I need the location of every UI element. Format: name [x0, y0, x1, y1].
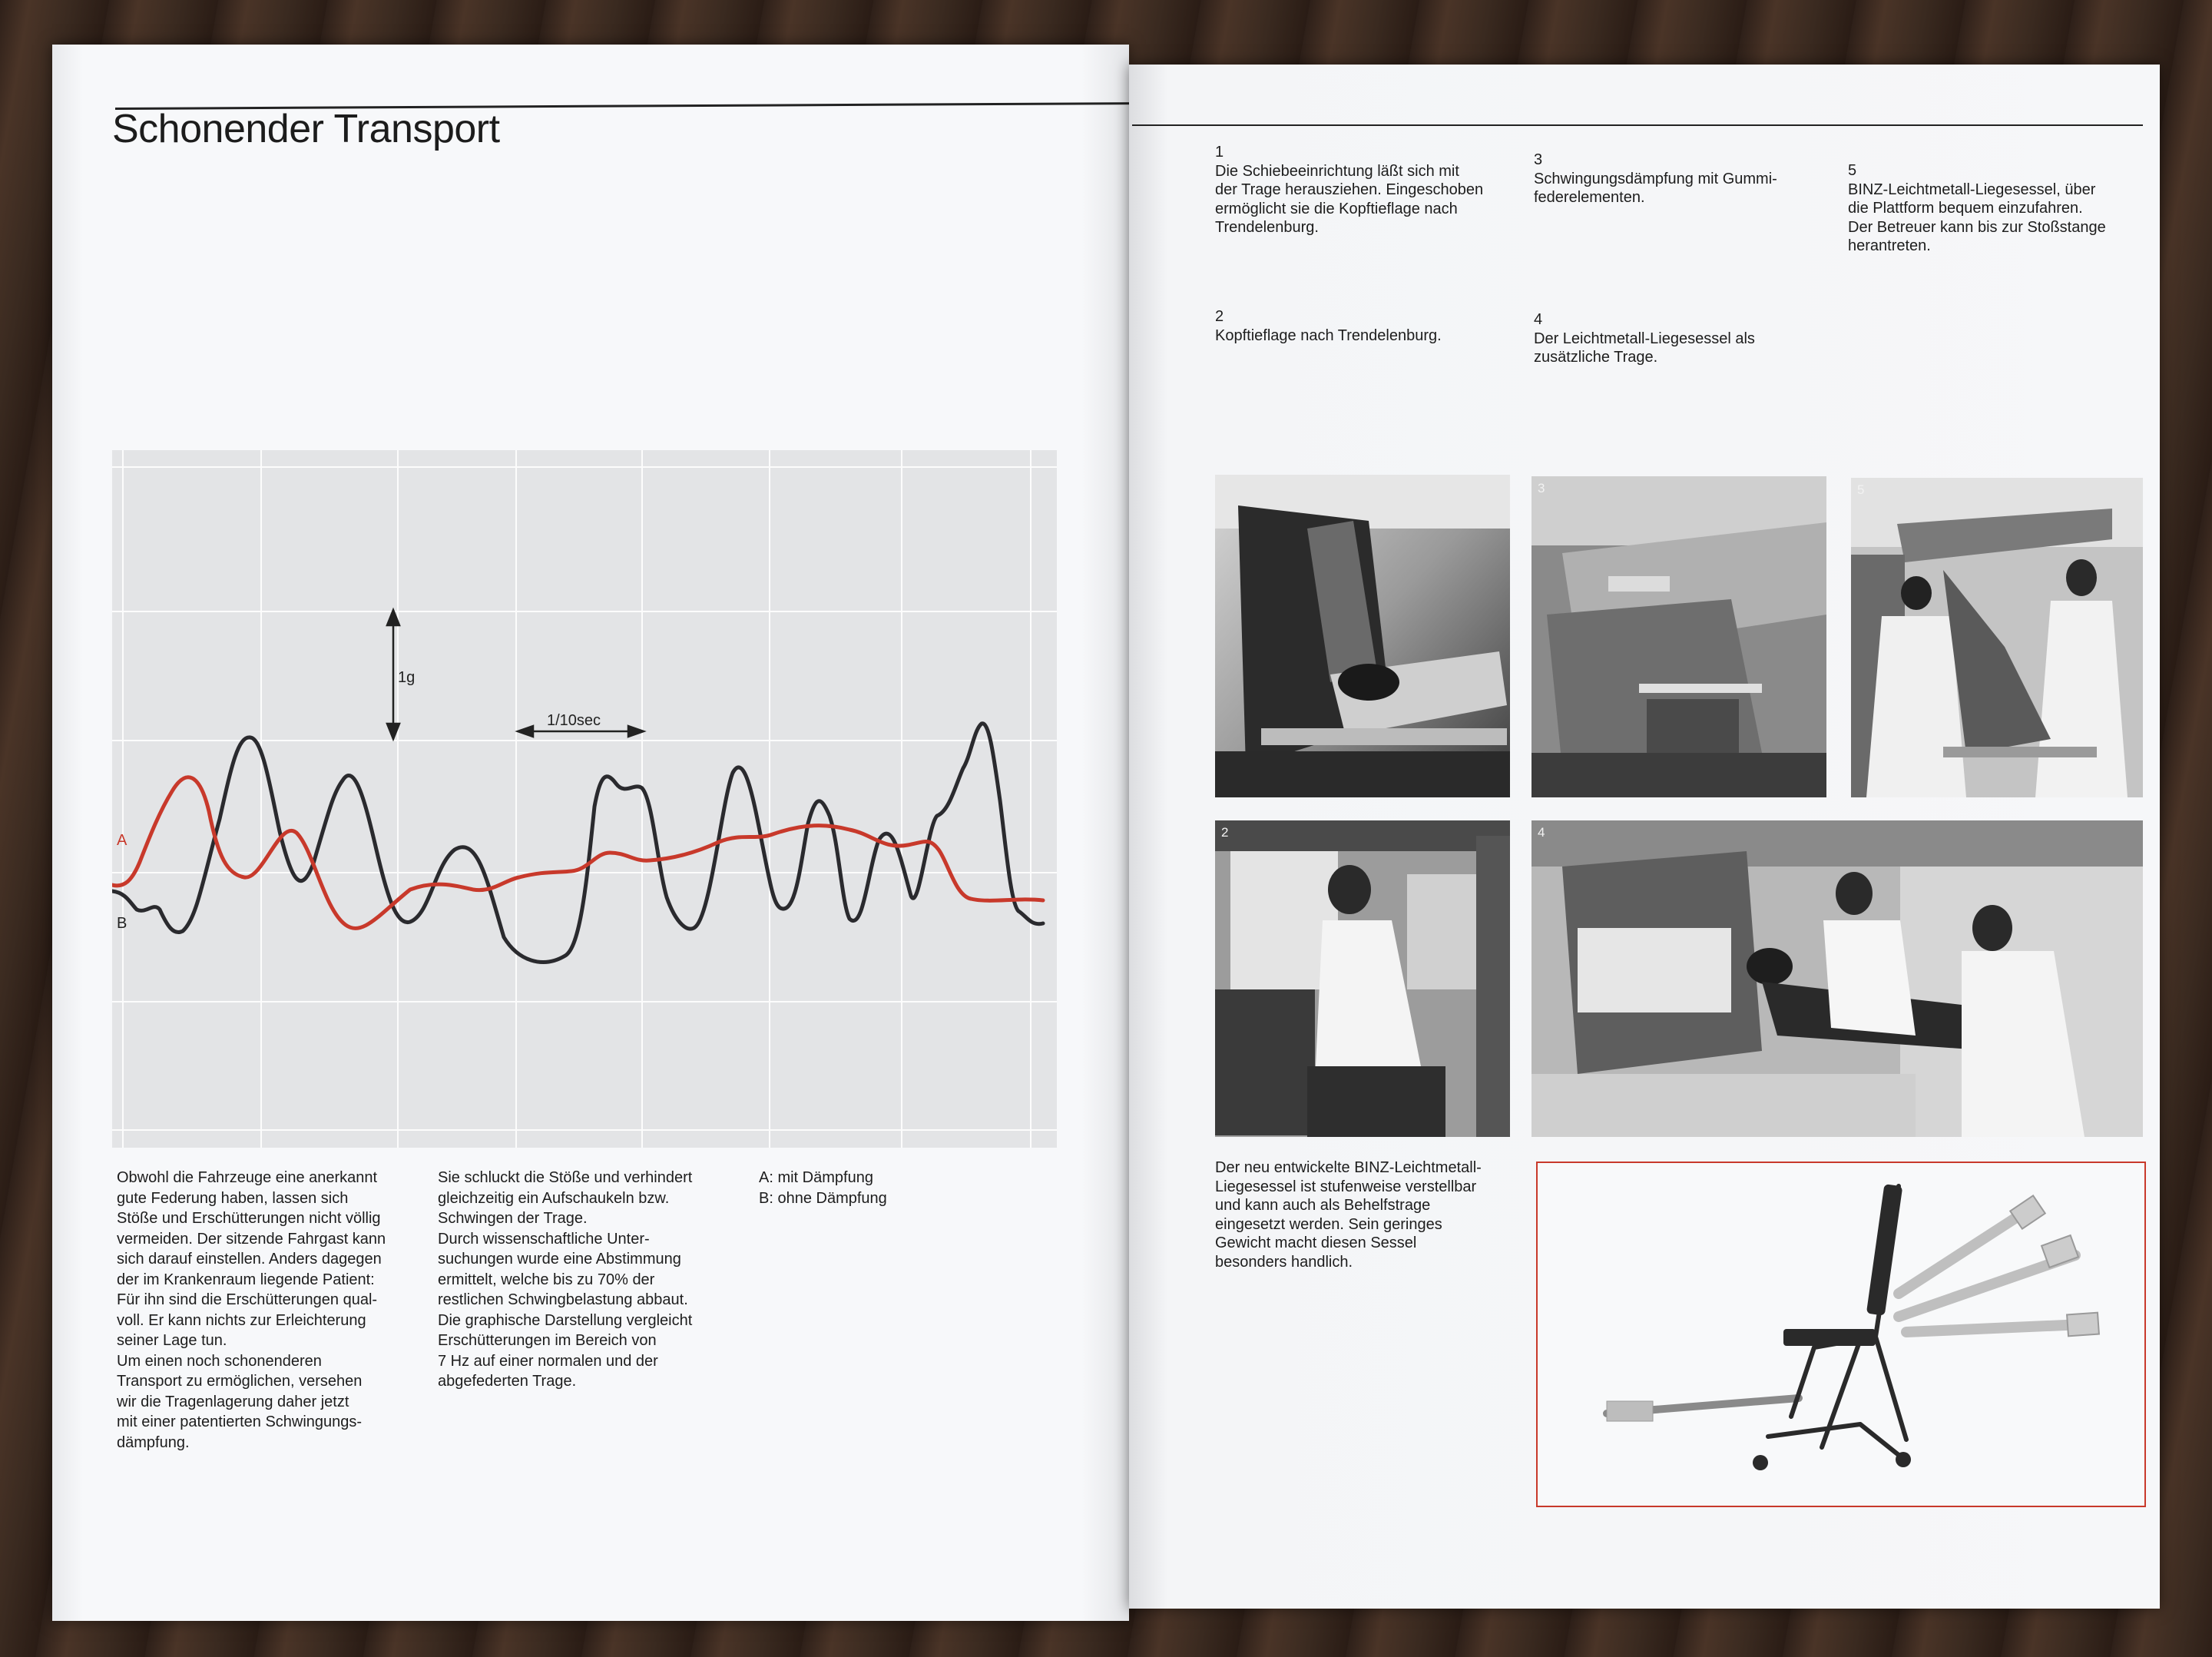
photo-5-platform [1851, 478, 2143, 797]
photo-5-number: 5 [1857, 482, 1865, 497]
photo-2-number: 2 [1221, 825, 1229, 840]
body-text-column-1: Obwohl die Fahrzeuge eine anerkannt gute Federung haben, lassen sich Stöße und Erschütterungen nicht völlig vermeiden. Der sitzende Fahrgast kann sich darauf einstellen. Anders dagegen der im Krankenraum liegende Patient: Für ihn sind die Erschütterungen qual- voll. Er kann nichts zur Erleichterung seiner Lage tun. Um einen noch schonenderen Transport zu ermöglichen, versehen wir die Tragenlagerung daher jetzt mit einer patentierten Schwingungs- dämpfung. [117, 1169, 386, 1451]
one-g-label: 1g [398, 669, 416, 686]
curve-b-label: B [117, 915, 127, 932]
page-title: Schonender Transport [112, 107, 500, 151]
photo-2-trendelenburg [1215, 820, 1510, 1137]
photo-4-stretcher-chair [1532, 820, 2143, 1137]
caption-5: 5 BINZ-Leichtmetall-Liegesessel, über die Plattform bequem einzufahren. Der Betreuer kann bis zur Stoßstange herantreten. [1848, 162, 2106, 254]
time-scale-label: 1/10sec [547, 712, 601, 729]
photo-3-damping [1532, 476, 1826, 797]
drawing-caption: Der neu entwickelte BINZ-Leichtmetall- Liegesessel ist stufenweise verstellbar und kann auch als Behelfstrage eingesetzt werden. Sein geringes Gewicht macht diesen Sessel besonders handlich. [1215, 1159, 1482, 1271]
right-top-rule [1132, 124, 2143, 126]
body-text-column-2: Sie schluckt die Stöße und verhindert gleichzeitig ein Aufschaukeln bzw. Schwingen der Trage. Durch wissenschaftliche Unter- suchungen wurde eine Abstimmung ermittelt, welche bis zu 70% der restlichen Schwingbelastung abbaut. Die graphische Darstellung vergleicht Erschütterungen im Bereich von 7 Hz auf einer normalen und der abgefederten Trage. [438, 1169, 693, 1390]
caption-2: 2 Kopftieflage nach Trendelenburg. [1215, 308, 1442, 344]
curve-a-mit-daempfung [112, 777, 1043, 929]
caption-1: 1 Die Schiebeeinrichtung läßt sich mit der Trage herausziehen. Eingeschoben ermöglicht sie die Kopftieflage nach Trendelenburg. [1215, 144, 1484, 236]
curve-a-label: A [117, 832, 127, 849]
photo-1-stretcher-slide [1215, 475, 1510, 797]
graph-legend: A: mit Dämpfung B: ohne Dämpfung [759, 1169, 887, 1207]
curve-b-ohne-daempfung [112, 724, 1043, 963]
photo-3-number: 3 [1538, 481, 1545, 495]
chair-line-drawing [1536, 1162, 2146, 1507]
photo-4-number: 4 [1538, 825, 1545, 840]
caption-4: 4 Der Leichtmetall-Liegesessel als zusätzliche Trage. [1534, 311, 1755, 366]
caption-3: 3 Schwingungsdämpfung mit Gummi- federelementen. [1534, 151, 1777, 206]
graph-grid [112, 450, 1057, 1148]
vibration-graph [112, 450, 1057, 1148]
